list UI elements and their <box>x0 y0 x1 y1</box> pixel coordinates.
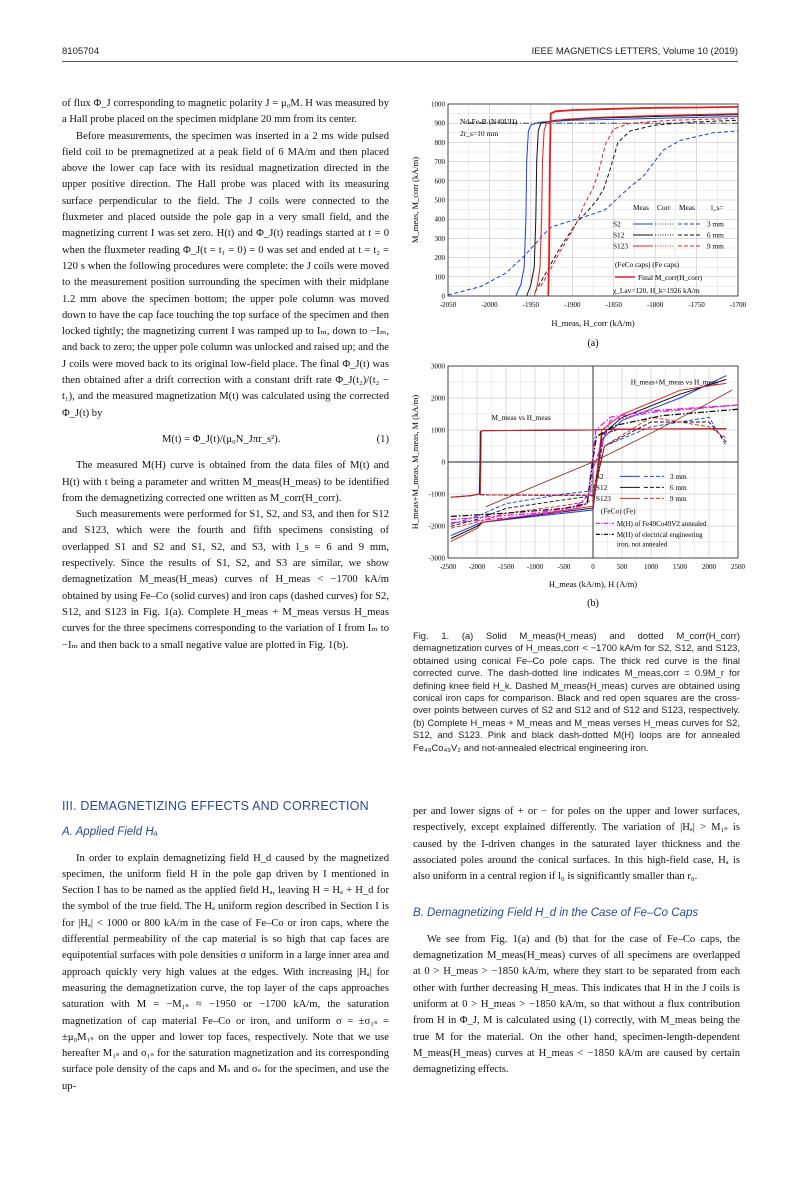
annotation: M_meas vs H_meas <box>491 412 551 422</box>
annotation: 2r_s=10 mm <box>460 129 499 138</box>
x-tick-label: 1000 <box>644 563 658 571</box>
legend-footer: Final M_corr(H_corr) <box>638 273 703 282</box>
legend-header: Corr <box>657 203 671 212</box>
x-tick-label: -2000 <box>481 301 498 309</box>
x-tick-label: 1500 <box>673 563 687 571</box>
paragraph: of flux Φ_J corresponding to magnetic polarity J = μ₀M. H was measured by a Hall probe placed on the specimen midplane 20 mm from its center. <box>62 98 389 126</box>
x-tick-label: -1900 <box>564 301 581 309</box>
legend-value: 3 mm <box>669 471 687 481</box>
y-tick-label: 600 <box>434 177 445 186</box>
legend-value: 9 mm <box>707 241 724 251</box>
paragraph: Before measurements, the specimen was inserted in a 2 ms wide pulsed field coil to be premagnetized at a peak field of 6 MA/m and then placed above the lower cap face with its residual magnetization directed in the upper positive direction. The Hall probe was placed with its measuring surface perpendicular to the field. The J coils were connected to the fluxmeter and placed outside the pole gap in a very small field, and the magnetizing current I was set zero. H(t) and Φ_J(t) readings started at t = 0 when the fluxmeter reading Φ_J(t = t₁ = 0) = 0 was set and ended at t = t₂ = 120 s when the following procedures were complete: the J coils were moved to the measurement position surrounding the specimen with their midplane 1.2 mm above the specimen bottom; the upper pole column was moved down to have the cap face touching the top surface of the specimen and then locked tightly; the magnetizing current I was ramped up to Iₘ, down to −Iₘ, and back to zero; the upper pole column was unlocked and raised up; and the J coils were moved back to its original low-field place. The final Φ_J(t) was then obtained after a drift correction with a constant drift rate Φ_J(t₂)/(t₂ − t₁), and the measured magnetization M(t) was calculated using the corrected Φ_J(t) by <box>62 130 389 419</box>
paragraph: The measured M(H) curve is obtained from the data files of M(t) and H(t) with t being a parameter and written M_meas(H_meas) to be identified from the demagnetizing corrected one written as M_corr(H_corr). <box>62 460 389 504</box>
legend-footer: (FeCo) (Fe) <box>600 506 636 516</box>
x-axis-label: H_meas, H_corr (kA/m) <box>551 318 635 328</box>
y-tick-label: 700 <box>434 158 445 167</box>
x-tick-label: -2000 <box>468 563 486 571</box>
page-number: 8105704 <box>62 46 99 57</box>
annotation: Nd-Fe-B (N40UH) <box>460 117 518 126</box>
x-tick-label: 0 <box>591 563 595 571</box>
figure-1b <box>408 360 743 615</box>
y-tick-label: 400 <box>434 215 445 224</box>
x-tick-label: -1000 <box>526 563 544 571</box>
y-tick-label: 1000 <box>431 426 445 435</box>
x-tick-label: 2500 <box>731 563 745 571</box>
section-3 <box>62 798 389 1095</box>
y-tick-label: 0 <box>441 458 445 467</box>
legend-label: S123 <box>595 493 611 503</box>
x-tick-label: -500 <box>557 563 571 571</box>
series-line <box>451 376 727 536</box>
x-tick-label: -1950 <box>522 301 540 309</box>
equation-number: (1) <box>376 433 389 445</box>
x-axis-label: H_meas (kA/m), H (A/m) <box>548 579 638 589</box>
annotation: χ_Lav=120, H_k=1926 kA/m <box>613 286 700 295</box>
subsection-title-b: B. Demagnetizing Field H_d in the Case of Fe–Co Caps <box>413 907 699 920</box>
y-tick-label: 500 <box>434 196 445 205</box>
journal-header: IEEE MAGNETICS LETTERS, Volume 10 (2019) <box>531 46 738 57</box>
legend-value: 9 mm <box>669 493 687 503</box>
y-tick-label: 1000 <box>431 100 445 109</box>
subsection-title-a: A. Applied Field Hₐ <box>62 826 158 839</box>
section-title: III. DEMAGNETIZING EFFECTS AND CORRECTION <box>62 799 369 813</box>
legend-header: Meas <box>679 203 695 212</box>
legend-label: S12 <box>595 482 608 492</box>
x-tick-label: -1700 <box>729 301 747 309</box>
paragraph: per and lower signs of + or − for poles on the upper and lower surfaces, respectively, except explained differently. The variation of |Hₐ| > M₁ₛ is caused by the I-driven changes in the saturated layer thickness and the associated poles around the conical surfaces. In this high-field case, Hₐ is also uniform in a central region if l₀ is significantly smaller than r₀. <box>413 806 740 883</box>
legend-header: l_s= <box>711 203 724 212</box>
y-tick-label: -2000 <box>428 522 445 531</box>
panel-label: (a) <box>587 338 599 349</box>
y-axis-label: H_meas+M_meas, M_meas, M (kA/m) <box>410 394 420 530</box>
y-tick-label: 900 <box>434 119 445 128</box>
legend-label: S2 <box>613 219 621 229</box>
equation-1 <box>62 422 389 458</box>
header-rule <box>62 61 738 62</box>
y-tick-label: 3000 <box>431 362 445 371</box>
y-tick-label: 300 <box>434 234 445 243</box>
legend-header: Meas <box>633 203 649 212</box>
y-tick-label: 200 <box>434 254 445 263</box>
legend-value: 6 mm <box>707 230 724 240</box>
paragraph: In order to explain demagnetizing field H_d caused by the magnetized specimen, the uniform field H in the pole gap driven by I mentioned in Section I has to be named as the applied field Hₐ, leaving H = Hₐ + H_d for the symbol of the true field. The Hₐ uniform region described in Section I is for |Hₐ| < 1000 or 800 kA/m in the case of Fe–Co or iron caps, where the differential permeability of the cap material is so high that cap faces are equipotential surfaces with pole densities σ uniform in a large inner area and approach quickly very high values at the edges. With increasing |Hₐ| for measuring the demagnetization curve, the top layer of the caps approaches saturation with M = −M₁ₛ ≈ −1950 or −1700 kA/m, the saturation magnetization of cap material Fe–Co or iron, and uniform σ = ±σ₁ₛ = ±μ₀M₁ₛ on the upper and lower top faces, respectively. Note that we use hereafter M₁ₛ and σ₁ₛ for the saturation magnetization and its corresponding surface pole density of the caps and Mₛ and σₛ for the specimen, and use the up- <box>62 852 389 1092</box>
x-tick-label: -2050 <box>439 301 457 309</box>
legend-label: S2 <box>595 471 604 481</box>
y-tick-label: -3000 <box>428 554 445 563</box>
x-tick-label: 500 <box>616 563 628 571</box>
x-tick-label: -1500 <box>497 563 515 571</box>
chart-a <box>408 96 747 358</box>
legend-label: S123 <box>613 241 629 251</box>
y-tick-label: 800 <box>434 138 445 147</box>
paragraph: Such measurements were performed for S1, S2, and S3, and then for S12 and S123, which were the fourth and fifth specimens consisting of overlapped S1 and S2 and S1, S2, and S3, with l_s = 6 and 9 mm, respectively. Since the results of S1, S2, and S3 are similar, we show demagnetization M_meas(H_meas) curves of H_meas < −1700 kA/m obtained by using Fe–Co (solid curves) and iron caps (dashed curves) for S2, S12, and S123 in Fig. 1(a). Complete H_meas + M_meas versus H_meas curves for the three specimens corresponding to the variation of I from Iₘ to −Iₘ and then back to a small negative value are plotted in Fig. 1(b). <box>62 509 389 651</box>
x-tick-label: -1800 <box>646 301 664 309</box>
legend-footer: M(H) of electrical engineering <box>616 530 703 539</box>
x-tick-label: -1750 <box>688 301 705 309</box>
legend-value: 3 mm <box>707 219 724 229</box>
legend-footer: iron, not annealed <box>616 540 668 549</box>
chart-b <box>408 360 743 615</box>
y-axis-label: M_meas, M_corr (kA/m) <box>410 156 420 244</box>
legend-label: S12 <box>613 230 625 240</box>
x-tick-label: 2000 <box>702 563 716 571</box>
legend-footer: (FeCo caps) (Fe caps) <box>615 260 680 269</box>
y-tick-label: 0 <box>441 292 445 301</box>
figure-1a <box>408 96 747 358</box>
panel-label: (b) <box>587 598 599 609</box>
x-tick-label: -2500 <box>439 563 457 571</box>
series-line <box>451 379 727 538</box>
left-column <box>62 96 389 654</box>
y-tick-label: 2000 <box>431 394 445 403</box>
legend-value: 6 mm <box>669 482 687 492</box>
annotation: H_meas+M_meas vs H_meas <box>630 377 718 387</box>
figure-caption: Fig. 1. (a) Solid M_meas(H_meas) and dotted M_corr(H_corr) demagnetization curves of H_meas,corr < −1700 kA/m for S2, S12, and S123, obtained using conical Fe–Co pole caps. The thick red curve is the final corrected curve. The dash-dotted line indicates M_meas,corr = 0.9M_r for defining knee field H_k. Dashed M_meas(H_meas) curves are obtained using conical iron caps for comparison. Black and red open squares are the cross-over points between curves of S2 and S12 and of S12 and S123, respectively. (b) Complete H_meas + M_meas and M_meas verses H_meas curves for S2, S12, and S123. Pink and black dash-dotted M(H) loops are for annealed Fe₄₉Co₄₉V₂ and not-annealed electrical engineering iron. <box>413 630 740 753</box>
legend-footer: M(H) of Fe49Co49V2 annealed <box>616 519 707 528</box>
equation: M(t) = Φ_J(t)/(μ₀N_Jπr_s²). <box>162 433 281 445</box>
right-column-text <box>413 804 740 1078</box>
paragraph: We see from Fig. 1(a) and (b) that for the case of Fe–Co caps, the demagnetization M_meas(H_meas) curves of all specimens are overlapped at 0 > H_meas > −1850 kA/m, where they start to be separated from each other with further decreasing H_meas. This indicates that H in the J coils is uniform at 0 > H_meas > −1850 kA/m, so that without a flux contribution from H in Φ_J, M is calculated using (1) correctly, with M_meas being the true M for the material. On the other hand, specimen-length-dependent M_meas(H_meas) curves at H_meas < −1850 kA/m are caused by certain demagnetizing effects. <box>413 933 740 1076</box>
y-tick-label: -1000 <box>428 490 445 499</box>
x-tick-label: -1850 <box>605 301 622 309</box>
series-line <box>486 390 733 507</box>
y-tick-label: 100 <box>434 273 445 282</box>
